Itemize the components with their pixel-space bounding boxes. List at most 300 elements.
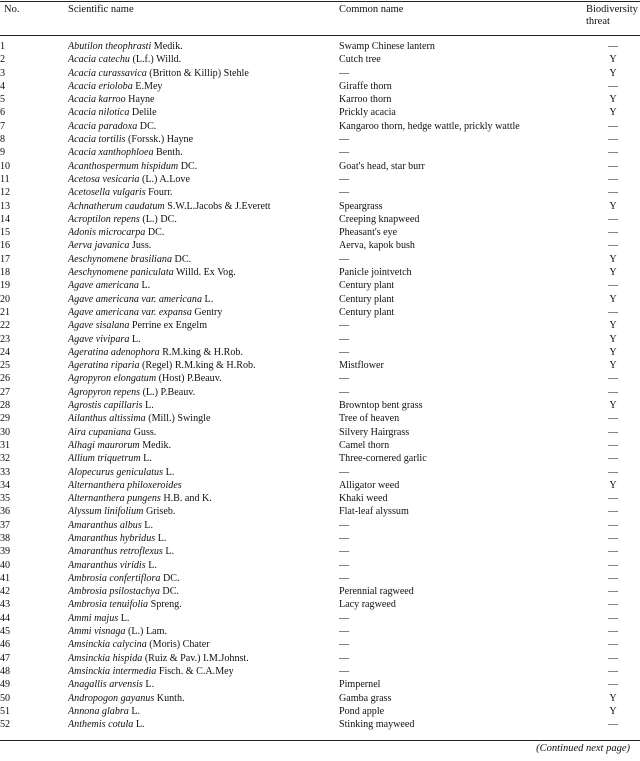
species-author: Delile (129, 107, 157, 119)
table-row (0, 678, 640, 691)
row-number: 39 (0, 546, 11, 558)
threat-cell: — (607, 572, 619, 584)
row-number: 22 (0, 320, 11, 332)
species-name: Alhagi maurorum (68, 439, 140, 451)
species-name: Aeschynomene paniculata (68, 267, 174, 279)
threat-cell: — (607, 413, 619, 425)
species-author: (Moris) Chater (146, 639, 210, 651)
threat-cell: — (607, 240, 619, 252)
species-name: Amsinckia intermedia (68, 665, 157, 677)
common-name-cell: Silvery Hairgrass (339, 426, 410, 438)
threat-cell: — (607, 187, 619, 199)
threat-cell: Y (609, 692, 617, 704)
species-name: Acacia paradoxa (68, 120, 138, 132)
scientific-name-cell (68, 146, 339, 159)
table-row (0, 439, 640, 452)
row-number: 34 (0, 479, 11, 491)
row-number: 6 (0, 107, 6, 119)
scientific-name-cell (68, 386, 339, 399)
table-row (0, 585, 640, 598)
species-name: Aira cupaniana (68, 426, 132, 438)
table-row (0, 146, 640, 159)
table-row (0, 239, 640, 252)
table-row (0, 106, 640, 119)
row-number: 23 (0, 333, 11, 345)
threat-cell: — (607, 453, 619, 465)
common-name-cell: Aerva, kapok bush (339, 240, 415, 252)
row-number: 14 (0, 213, 11, 225)
threat-cell: — (607, 493, 619, 505)
species-name: Agave vivipara (68, 333, 130, 345)
common-name-cell: — (339, 320, 350, 332)
threat-cell: — (607, 147, 619, 159)
row-number: 13 (0, 200, 11, 212)
header-rule (0, 35, 640, 36)
row-number: 15 (0, 227, 11, 239)
common-name-cell: — (339, 134, 350, 146)
threat-cell: — (607, 386, 619, 398)
scientific-name-cell (68, 53, 339, 66)
common-name-cell: Cutch tree (339, 54, 381, 66)
table-row (0, 133, 640, 146)
species-author: Juss. (129, 240, 152, 252)
threat-cell: Y (609, 479, 617, 491)
row-number: 10 (0, 160, 11, 172)
threat-cell: — (607, 306, 619, 318)
threat-cell: Y (609, 346, 617, 358)
row-number: 32 (0, 453, 11, 465)
scientific-name-cell (68, 306, 339, 319)
species-name: Achnatherum caudatum (68, 200, 165, 212)
species-author: Medik. (139, 439, 172, 451)
species-name: Amaranthus retroflexus (68, 546, 163, 558)
species-name: Acacia erioloba (68, 80, 133, 92)
row-number: 8 (0, 134, 6, 146)
row-number: 37 (0, 519, 11, 531)
common-name-cell: Karroo thorn (339, 94, 392, 106)
row-number: 43 (0, 599, 11, 611)
scientific-name-cell (68, 638, 339, 651)
common-name-cell: — (339, 373, 350, 385)
threat-cell: — (607, 506, 619, 518)
common-name-cell: Kangaroo thorn, hedge wattle, prickly wattle (339, 120, 520, 132)
threat-cell: — (607, 559, 619, 571)
header-no: No. (4, 4, 20, 15)
species-author: DC. (145, 227, 165, 239)
species-author: L. (145, 559, 157, 571)
species-name: Agrostis capillaris (68, 400, 143, 412)
scientific-name-cell (68, 399, 339, 412)
threat-cell: — (607, 626, 619, 638)
table-row (0, 479, 640, 492)
threat-cell: Y (609, 400, 617, 412)
threat-cell: — (607, 546, 619, 558)
table-row (0, 386, 640, 399)
scientific-name-cell (68, 80, 339, 93)
common-name-cell: Mistflower (339, 360, 384, 372)
scientific-name-cell (68, 93, 339, 106)
scientific-name-cell (68, 372, 339, 385)
species-name: Agropyron elongatum (68, 373, 157, 385)
row-number: 50 (0, 692, 11, 704)
table-row (0, 492, 640, 505)
row-number: 25 (0, 360, 11, 372)
threat-cell: — (607, 80, 619, 92)
species-author: Benth. (153, 147, 183, 159)
row-number: 41 (0, 572, 11, 584)
threat-cell: — (607, 719, 619, 731)
threat-cell: Y (609, 360, 617, 372)
row-number: 20 (0, 293, 11, 305)
common-name-cell: — (339, 346, 350, 358)
scientific-name-cell (68, 120, 339, 133)
common-name-cell: — (339, 67, 350, 79)
row-number: 21 (0, 306, 11, 318)
threat-cell: — (607, 280, 619, 292)
table-row (0, 519, 640, 532)
threat-cell: — (607, 639, 619, 651)
table-row (0, 160, 640, 173)
threat-cell: Y (609, 67, 617, 79)
species-name: Anthemis cotula (68, 719, 134, 731)
species-author: DC. (159, 586, 179, 598)
table-row (0, 40, 640, 53)
scientific-name-cell (68, 319, 339, 332)
species-author: H.B. and K. (160, 493, 212, 505)
species-author: Guss. (131, 426, 157, 438)
threat-cell: — (607, 134, 619, 146)
table-row (0, 293, 640, 306)
species-name: Agave americana var. americana (68, 293, 202, 305)
common-name-cell: Goat's head, star burr (339, 160, 425, 172)
common-name-cell: Century plant (339, 306, 395, 318)
scientific-name-cell (68, 678, 339, 691)
species-author: L. (140, 453, 152, 465)
table-row (0, 705, 640, 718)
row-number: 27 (0, 386, 11, 398)
common-name-cell: — (339, 665, 350, 677)
species-author: (L.f.) Willd. (129, 54, 182, 66)
species-name: Acetosella vulgaris (68, 187, 146, 199)
common-name-cell: — (339, 519, 350, 531)
common-name-cell: — (339, 333, 350, 345)
table-row (0, 226, 640, 239)
threat-cell: Y (609, 94, 617, 106)
threat-cell: Y (609, 200, 617, 212)
threat-cell: Y (609, 333, 617, 345)
row-number: 44 (0, 612, 11, 624)
table-row (0, 279, 640, 292)
row-number: 7 (0, 120, 6, 132)
species-author: L. (129, 333, 141, 345)
species-name: Acanthospermum hispidum (68, 160, 179, 172)
threat-cell: — (607, 227, 619, 239)
common-name-cell: Flat-leaf alyssum (339, 506, 409, 518)
species-name: Ambrosia confertiflora (68, 572, 161, 584)
common-name-cell: Creeping knapweed (339, 213, 420, 225)
species-author: L. (133, 719, 145, 731)
common-name-cell: — (339, 386, 350, 398)
row-number: 12 (0, 187, 11, 199)
top-rule (0, 1, 640, 2)
species-name: Acetosa vesicaria (68, 173, 140, 185)
table-row (0, 319, 640, 332)
table-row (0, 186, 640, 199)
species-author: Perrine ex Engelm (129, 320, 208, 332)
species-author: (L.) P.Beauv. (140, 386, 196, 398)
threat-cell: — (607, 41, 619, 52)
species-author: L. (141, 519, 153, 531)
scientific-name-cell (68, 718, 339, 731)
threat-cell: — (607, 466, 619, 478)
scientific-name-cell (68, 67, 339, 80)
species-author: (Host) P.Beauv. (156, 373, 222, 385)
common-name-cell: Tree of heaven (339, 413, 400, 425)
scientific-name-cell (68, 359, 339, 372)
species-author: (L.) A.Love (139, 173, 190, 185)
scientific-name-cell (68, 559, 339, 572)
threat-cell: Y (609, 253, 617, 265)
scientific-name-cell (68, 40, 339, 53)
scientific-name-cell (68, 519, 339, 532)
species-name: Amaranthus hybridus (68, 532, 156, 544)
scientific-name-cell (68, 466, 339, 479)
row-number: 30 (0, 426, 11, 438)
threat-cell: — (607, 586, 619, 598)
table-row (0, 346, 640, 359)
row-number: 42 (0, 586, 11, 598)
row-number: 47 (0, 652, 11, 664)
species-name: Alternanthera pungens (68, 493, 161, 505)
table-row (0, 452, 640, 465)
scientific-name-cell (68, 106, 339, 119)
table-row (0, 67, 640, 80)
table-row (0, 598, 640, 611)
species-author: Kunth. (154, 692, 185, 704)
scientific-name-cell (68, 186, 339, 199)
threat-cell: — (607, 519, 619, 531)
species-author: (Forssk.) Hayne (125, 134, 194, 146)
table-row (0, 266, 640, 279)
row-number: 9 (0, 147, 6, 159)
species-name: Allium triquetrum (68, 453, 141, 465)
threat-cell: — (607, 665, 619, 677)
scientific-name-cell (68, 492, 339, 505)
species-author: L. (118, 612, 130, 624)
species-name: Annona glabra (68, 705, 129, 717)
common-name-cell: — (339, 173, 350, 185)
row-number: 51 (0, 705, 11, 717)
table-row (0, 200, 640, 213)
species-name: Acacia curassavica (68, 67, 147, 79)
table-row (0, 532, 640, 545)
common-name-cell: Stinking mayweed (339, 719, 415, 731)
species-author: S.W.L.Jacobs & J.Everett (164, 200, 271, 212)
scientific-name-cell (68, 585, 339, 598)
species-author: (L.) Lam. (125, 626, 167, 638)
species-author: (Britton & Killip) Stehle (146, 67, 249, 79)
table-row (0, 692, 640, 705)
table-row (0, 638, 640, 651)
table-row (0, 625, 640, 638)
species-name: Ailanthus altissima (68, 413, 146, 425)
common-name-cell: Three-cornered garlic (339, 453, 427, 465)
species-author: Medik. (151, 41, 183, 52)
row-number: 52 (0, 719, 11, 731)
row-number: 11 (0, 173, 10, 185)
row-number: 46 (0, 639, 11, 651)
species-name: Ammi majus (68, 612, 119, 624)
species-author: Fourr. (145, 187, 173, 199)
common-name-cell: Alligator weed (339, 479, 400, 491)
threat-cell: — (607, 173, 619, 185)
row-number: 45 (0, 626, 11, 638)
species-name: Abutilon theophrasti (68, 41, 152, 52)
row-number: 1 (0, 41, 6, 52)
threat-cell: — (607, 426, 619, 438)
continued-note: (Continued next page) (536, 743, 630, 754)
species-name: Alopecurus geniculatus (68, 466, 164, 478)
species-name: Ageratina riparia (68, 360, 140, 372)
scientific-name-cell (68, 160, 339, 173)
species-table-body (0, 40, 640, 731)
row-number: 33 (0, 466, 11, 478)
species-name: Alyssum linifolium (68, 506, 144, 518)
species-author: L. (155, 532, 167, 544)
species-name: Alternanthera philoxeroides (68, 479, 182, 491)
species-author: Spreng. (148, 599, 182, 611)
common-name-cell: — (339, 147, 350, 159)
scientific-name-cell (68, 133, 339, 146)
species-name: Acacia catechu (68, 54, 130, 66)
species-author: E.Mey (132, 80, 163, 92)
scientific-name-cell (68, 346, 339, 359)
table-row (0, 120, 640, 133)
threat-cell: — (607, 439, 619, 451)
common-name-cell: Camel thorn (339, 439, 390, 451)
common-name-cell: Lacy ragweed (339, 599, 396, 611)
scientific-name-cell (68, 239, 339, 252)
common-name-cell: Speargrass (339, 200, 383, 212)
species-author: L. (163, 466, 175, 478)
row-number: 31 (0, 439, 11, 451)
scientific-name-cell (68, 545, 339, 558)
species-name: Ambrosia tenuifolia (68, 599, 149, 611)
table-row (0, 505, 640, 518)
species-author: (Regel) R.M.king & H.Rob. (139, 360, 256, 372)
species-author: Willd. Ex Vog. (173, 267, 236, 279)
species-author: L. (162, 546, 175, 558)
scientific-name-cell (68, 426, 339, 439)
row-number: 19 (0, 280, 11, 292)
scientific-name-cell (68, 213, 339, 226)
species-name: Acacia xanthophloea (68, 147, 154, 159)
common-name-cell: — (339, 559, 350, 571)
scientific-name-cell (68, 200, 339, 213)
species-name: Acacia nilotica (68, 107, 130, 119)
row-number: 28 (0, 400, 11, 412)
row-number: 5 (0, 94, 6, 106)
table-row (0, 665, 640, 678)
scientific-name-cell (68, 665, 339, 678)
species-name: Aerva javanica (68, 240, 130, 252)
species-name: Ageratina adenophora (68, 346, 160, 358)
threat-cell: Y (609, 267, 617, 279)
row-number: 35 (0, 493, 11, 505)
species-name: Amsinckia hispida (68, 652, 143, 664)
table-row (0, 718, 640, 731)
header-common-name: Common name (339, 4, 404, 15)
species-name: Acacia karroo (68, 94, 126, 106)
species-name: Anagallis arvensis (68, 679, 143, 691)
species-name: Adonis microcarpa (68, 227, 146, 239)
row-number: 18 (0, 267, 11, 279)
table-row (0, 80, 640, 93)
common-name-cell: Pimpernel (339, 679, 381, 691)
scientific-name-cell (68, 479, 339, 492)
species-author: R.M.king & H.Rob. (159, 346, 243, 358)
species-author: Gentry (191, 306, 223, 318)
table-row (0, 466, 640, 479)
threat-cell: Y (609, 54, 617, 66)
table-row (0, 253, 640, 266)
table-row (0, 333, 640, 346)
header-biodiversity-threat: Biodiversity threat (586, 4, 638, 27)
common-name-cell: — (339, 253, 350, 265)
common-name-cell: — (339, 572, 350, 584)
species-author: L. (128, 705, 141, 717)
common-name-cell: Browntop bent grass (339, 400, 423, 412)
species-author: DC. (160, 572, 180, 584)
table-row (0, 372, 640, 385)
table-row (0, 426, 640, 439)
common-name-cell: — (339, 532, 350, 544)
threat-cell: — (607, 599, 619, 611)
scientific-name-cell (68, 439, 339, 452)
table-row (0, 612, 640, 625)
threat-cell: — (607, 213, 619, 225)
threat-cell: Y (609, 107, 617, 119)
common-name-cell: Pheasant's eye (339, 227, 398, 239)
table-row (0, 652, 640, 665)
species-author: (Mill.) Swingle (145, 413, 211, 425)
common-name-cell: Panicle jointvetch (339, 267, 412, 279)
species-author: L. (142, 679, 155, 691)
row-number: 49 (0, 679, 11, 691)
species-name: Amaranthus viridis (68, 559, 146, 571)
species-author: (L.) DC. (139, 213, 177, 225)
threat-cell: — (607, 679, 619, 691)
table-row (0, 572, 640, 585)
common-name-cell: Prickly acacia (339, 107, 396, 119)
threat-cell: — (607, 652, 619, 664)
species-author: L. (202, 293, 214, 305)
common-name-cell: Swamp Chinese lantern (339, 41, 435, 52)
row-number: 36 (0, 506, 11, 518)
row-number: 3 (0, 67, 6, 79)
table-row (0, 213, 640, 226)
species-name: Acacia tortilis (68, 134, 126, 146)
table-row (0, 306, 640, 319)
row-number: 48 (0, 665, 11, 677)
table-row (0, 53, 640, 66)
scientific-name-cell (68, 532, 339, 545)
table-row (0, 173, 640, 186)
species-name: Andropogon gayanus (68, 692, 155, 704)
scientific-name-cell (68, 293, 339, 306)
species-author: (Ruiz & Pav.) I.M.Johnst. (142, 652, 249, 664)
common-name-cell: — (339, 546, 350, 558)
